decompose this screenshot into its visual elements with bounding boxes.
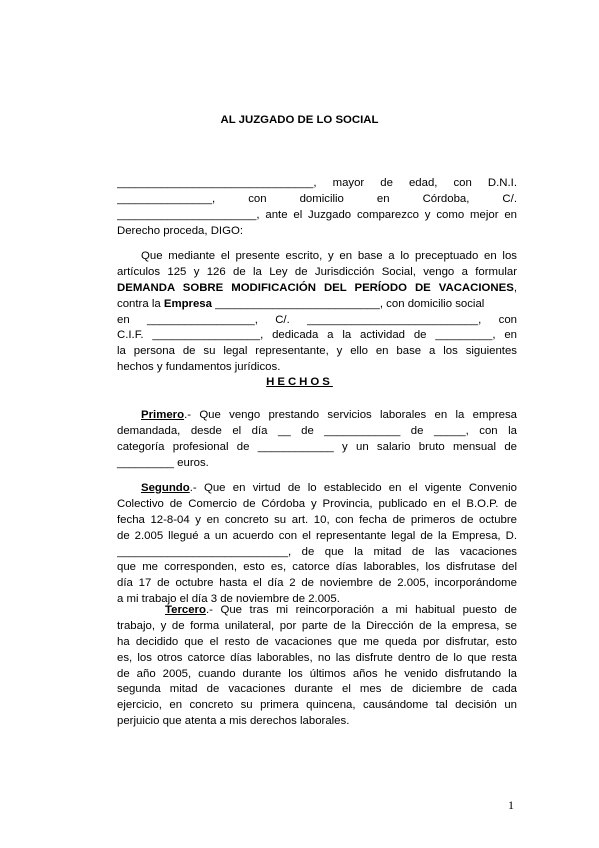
claim-heading-comma: , xyxy=(513,281,517,294)
tercero-line: de año 2005, cuando durante los últimos años he venido disfrutando la xyxy=(117,667,517,680)
segundo-paragraph xyxy=(117,481,517,608)
hechos-heading: HECHOS xyxy=(266,376,333,388)
tercero-line: ejercicio, en concreto su primera quincena, causándome tal decisión un xyxy=(117,699,517,712)
segundo-label: Segundo xyxy=(141,482,190,494)
intro-line: _______________________________, mayor de edad, con D.N.I. xyxy=(117,177,517,189)
segundo-line: ___________________________, de que la mitad de las vacaciones xyxy=(117,545,517,558)
primero-line xyxy=(117,408,517,424)
segundo-line: Colectivo de Comercio de Córdoba y Provincia, publicado en el B.O.P. de xyxy=(117,497,517,510)
intro-line: ______________________, ante el Juzgado comparezco y como mejor en xyxy=(117,208,517,221)
claim-line: Que mediante el presente escrito, y en base a lo preceptuado en los xyxy=(141,250,517,262)
intro-line: Derecho proceda, DIGO: xyxy=(117,224,243,237)
tercero-line: perjuicio que atenta a mis derechos laborales. xyxy=(117,715,350,728)
claim-line xyxy=(117,281,517,297)
tercero-line xyxy=(117,603,517,619)
claim-paragraph xyxy=(117,249,517,376)
tercero-text: .- Que tras mi reincorporación a mi habitual puesto de xyxy=(205,604,517,616)
segundo-line: fecha 12-8-04 y en concreto su art. 10, con fecha de primeros de octubre xyxy=(117,513,517,526)
claim-text: __________________________, con domicilio social xyxy=(211,297,485,310)
tercero-line: segunda mitad de vacaciones durante el mes de diciembre de cada xyxy=(117,683,517,696)
primero-label: Primero xyxy=(141,409,185,421)
tercero-label: Tercero xyxy=(165,604,206,616)
primero-line: demandada, desde el día __ de ____________ de _____, con la xyxy=(117,424,517,437)
segundo-line xyxy=(117,481,517,497)
segundo-line: de 2.005 llegué a un acuerdo con el representante legal de la Empresa, D. xyxy=(117,529,517,542)
claim-line: la persona de su legal representante, y ello en base a los siguientes xyxy=(117,345,517,358)
claim-line: hechos y fundamentos jurídicos. xyxy=(117,361,281,374)
intro-paragraph xyxy=(117,176,517,240)
claim-text: contra la xyxy=(117,297,164,310)
tercero-line: ha decidido que el resto de vacaciones que me queda por disfrutar, esto xyxy=(117,635,517,648)
tercero-line: trabajo, y de forma unilateral, por parte de la Dirección de la empresa, se xyxy=(117,619,517,632)
primero-line: categoría profesional de ____________ y un salario bruto mensual de xyxy=(117,440,517,453)
page-number: 1 xyxy=(508,798,514,812)
segundo-text: .- Que en virtud de lo establecido en el vigente Convenio xyxy=(189,482,517,494)
claim-line: C.I.F. _________________, dedicada a la actividad de _________, en xyxy=(117,329,517,342)
tercero-paragraph xyxy=(117,603,517,730)
claim-line: en _________________, C/. ___________________________, con xyxy=(117,313,517,326)
segundo-line: día 17 de octubre hasta el día 2 de noviembre de 2.005, incorporándome xyxy=(117,577,517,590)
primero-text: .- Que vengo prestando servicios laborales en la empresa xyxy=(184,409,517,421)
company-label: Empresa xyxy=(163,297,212,310)
document-title: AL JUZGADO DE LO SOCIAL xyxy=(220,114,379,126)
claim-heading: DEMANDA SOBRE MODIFICACIÓN DEL PERÍODO DE VACACIONES xyxy=(117,281,514,294)
claim-line: artículos 125 y 126 de la Ley de Jurisdicción Social, vengo a formular xyxy=(117,265,517,278)
intro-line: _______________, con domicilio en Córdoba, C/. xyxy=(117,192,517,205)
segundo-line: a mi trabajo el día 3 de noviembre de 2.005. xyxy=(117,593,340,606)
claim-line xyxy=(117,297,517,313)
primero-line: _________ euros. xyxy=(117,456,209,469)
primero-paragraph xyxy=(117,408,517,472)
tercero-line: es, los otros catorce días laborables, no las disfrute dentro de lo que resta xyxy=(117,651,517,664)
segundo-line: que me corresponden, esto es, catorce días laborables, los disfrutase del xyxy=(117,561,517,574)
